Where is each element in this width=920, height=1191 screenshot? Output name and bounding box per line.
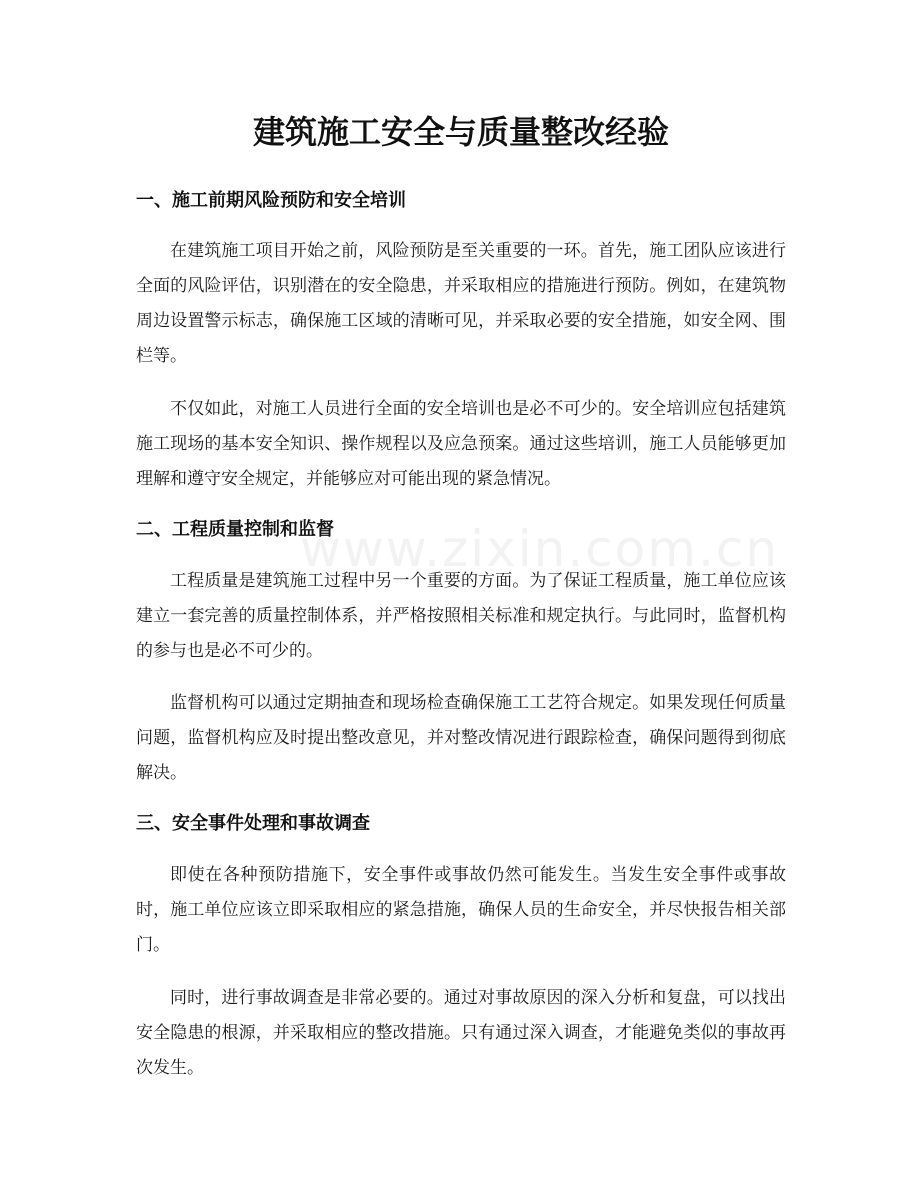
section-2-paragraph-1: 工程质量是建筑施工过程中另一个重要的方面。为了保证工程质量，施工单位应该建立一套完善的质量控制体系，并严格按照相关标准和规定执行。与此同时，监督机构的参与也是必不可少的。 — [136, 571, 786, 661]
section-3-paragraph-1: 即使在各种预防措施下，安全事件或事故仍然可能发生。当发生安全事件或事故时，施工单位应该立即采取相应的紧急措施，确保人员的生命安全，并尽快报告相关部门。 — [136, 865, 786, 955]
watermark: www.zixin.com.cn — [300, 520, 780, 578]
section-1-paragraph-1: 在建筑施工项目开始之前，风险预防是至关重要的一环。首先，施工团队应该进行全面的风险评估，识别潜在的安全隐患，并采取相应的措施进行预防。例如，在建筑物周边设置警示标志，确保施工区域的清晰可见，并采取必要的安全措施，如安全网、围栏等。 — [136, 241, 786, 366]
document-title: 建筑施工安全与质量整改经验 — [252, 113, 669, 151]
section-heading-2: 二、工程质量控制和监督 — [136, 519, 334, 540]
section-heading-3: 三、安全事件处理和事故调查 — [136, 813, 370, 834]
section-1-paragraph-2: 不仅如此，对施工人员进行全面的安全培训也是必不可少的。安全培训应包括建筑施工现场的基本安全知识、操作规程以及应急预案。通过这些培训，施工人员能够更加理解和遵守安全规定，并能够应对可能出现的紧急情况。 — [136, 399, 786, 489]
section-heading-1: 一、施工前期风险预防和安全培训 — [136, 190, 406, 211]
section-2-paragraph-2: 监督机构可以通过定期抽查和现场检查确保施工工艺符合规定。如果发现任何质量问题，监督机构应及时提出整改意见，并对整改情况进行跟踪检查，确保问题得到彻底解决。 — [136, 693, 786, 783]
section-3-paragraph-2: 同时，进行事故调查是非常必要的。通过对事故原因的深入分析和复盘，可以找出安全隐患的根源，并采取相应的整改措施。只有通过深入调查，才能避免类似的事故再次发生。 — [136, 988, 786, 1078]
